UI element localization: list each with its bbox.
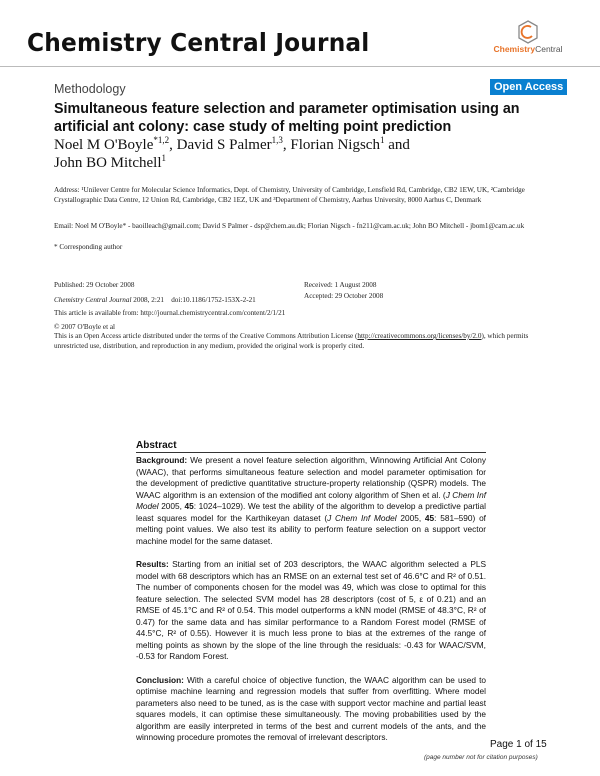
logo-text-chemistry: Chemistry — [493, 44, 536, 54]
abstract-results: Results: Starting from an initial set of 203 descriptors, the WAAC algorithm selected a PLS model with 68 descriptors which has an RMSE on an external test set of 46.6°C and R² of 0.51. The number of components chosen for the model was 49, which was close to optimal for this feature selection. The selected SVM model has 28 descriptors (cost of 5, ε of 0.21) and an RMSE of 45.1°C and R² of 0.54. This model outperforms a kNN model (RMSE of 48.3°C, R² of 0.47) for the same data and has similar performance to a Random Forest model (RMSE of 44.5°C, R² of 0.55). However it is much less prone to bias at the extremes of the range of melting points as shown by the slope of the line through the residuals: -0.43 for WAAC/SVM, -0.53 for Random Forest. — [136, 559, 486, 661]
author: Florian Nigsch$^1$ and — [290, 135, 410, 153]
article-title: Simultaneous feature selection and parameter optimisation using an artificial ant colony: case study of melting point prediction — [54, 101, 520, 135]
license-link[interactable]: http://creativecommons.org/licenses/by/2.0 — [357, 332, 482, 340]
affiliations: Address: ¹Unilever Centre for Molecular Science Informatics, Dept. of Chemistry, University of Cambridge, Lensfield Rd, Cambridge, CB2 1EW, UK, ²Cambridge Crystallographic Data Centre, 12 Union Rd, Cambridge, CB2 1EZ, UK and ³Department of Chemistry, Aarhus University, 8000 Aarhus C, Denmark — [54, 186, 525, 204]
author-list — [54, 136, 524, 172]
corresponding-author-note: * Corresponding author — [54, 243, 123, 251]
received-date: Received: 1 August 2008 — [304, 281, 377, 289]
page-number: Page 1 of 15 — [490, 739, 547, 750]
header-divider — [0, 66, 600, 67]
abstract — [136, 440, 486, 756]
article-type: Methodology — [54, 82, 126, 96]
accepted-date: Accepted: 29 October 2008 — [304, 292, 384, 300]
author: John BO Mitchell$^1$ — [54, 153, 166, 171]
article-url[interactable]: This article is available from: http://journal.chemistrycentral.com/content/2/1/21 — [54, 309, 286, 317]
citation: Chemistry Central Journal 2008, 2:21 doi:10.1186/1752-153X-2-21 — [54, 296, 256, 304]
open-access-badge: Open Access — [490, 79, 567, 95]
license-text: This is an Open Access article distributed under the terms of the Creative Commons Attribution License (http://creativecommons.org/licenses/by/2.0), which permits unrestricted use, distribution, and reproduction in any medium, provided the original work is properly cited. — [54, 332, 529, 350]
abstract-conclusion: Conclusion: With a careful choice of objective function, the WAAC algorithm can be used to optimise machine learning and regression models that suffer from overfitting. Where model parameters also need to be tuned, as is the case with support vector machine and partial least squares models, it can optimise these simultaneously. The moving probabilities used by the algorithm are easily interpreted in terms of the best and current models of the ants, and the winnowing procedure promotes the removal of irrelevant descriptors. — [136, 674, 486, 742]
page-number-note: (page number not for citation purposes) — [424, 754, 538, 761]
hexagon-logo-icon — [517, 20, 539, 44]
chemistry-central-logo — [488, 20, 568, 60]
author: Noel M O'Boyle$^{*1,2}$, — [54, 135, 177, 153]
journal-title: Chemistry Central Journal — [27, 28, 370, 57]
copyright: © 2007 O'Boyle et al — [54, 323, 116, 331]
logo-text-central: Central — [535, 44, 563, 54]
abstract-heading: Abstract — [136, 440, 486, 453]
abstract-background: Background: We present a novel feature selection algorithm, Winnowing Artificial Ant Colony (WAAC), that performs simultaneous feature selection and model parameter optimisation for the development of predictive quantitative structure-property relationship (QSPR) models. The WAAC algorithm is an extension of the modified ant colony algorithm of Shen et al. (J Chem Inf Model 2005, 45: 1024–1029). We test the ability of the algorithm to develop a predictive partial least squares model for the Karthikeyan dataset (J Chem Inf Model 2005, 45: 581–590) of melting point values. We also test its ability to perform feature selection on a support vector machine model for the same dataset. — [136, 455, 486, 546]
author-emails: Email: Noel M O'Boyle* - baoilleach@gmail.com; David S Palmer - dsp@chem.au.dk; Florian Nigsch - fn211@cam.ac.uk; John BO Mitchell - jbom1@cam.ac.uk — [54, 222, 525, 230]
author: David S Palmer$^{1,3}$, — [176, 135, 291, 153]
published-date: Published: 29 October 2008 — [54, 281, 135, 289]
